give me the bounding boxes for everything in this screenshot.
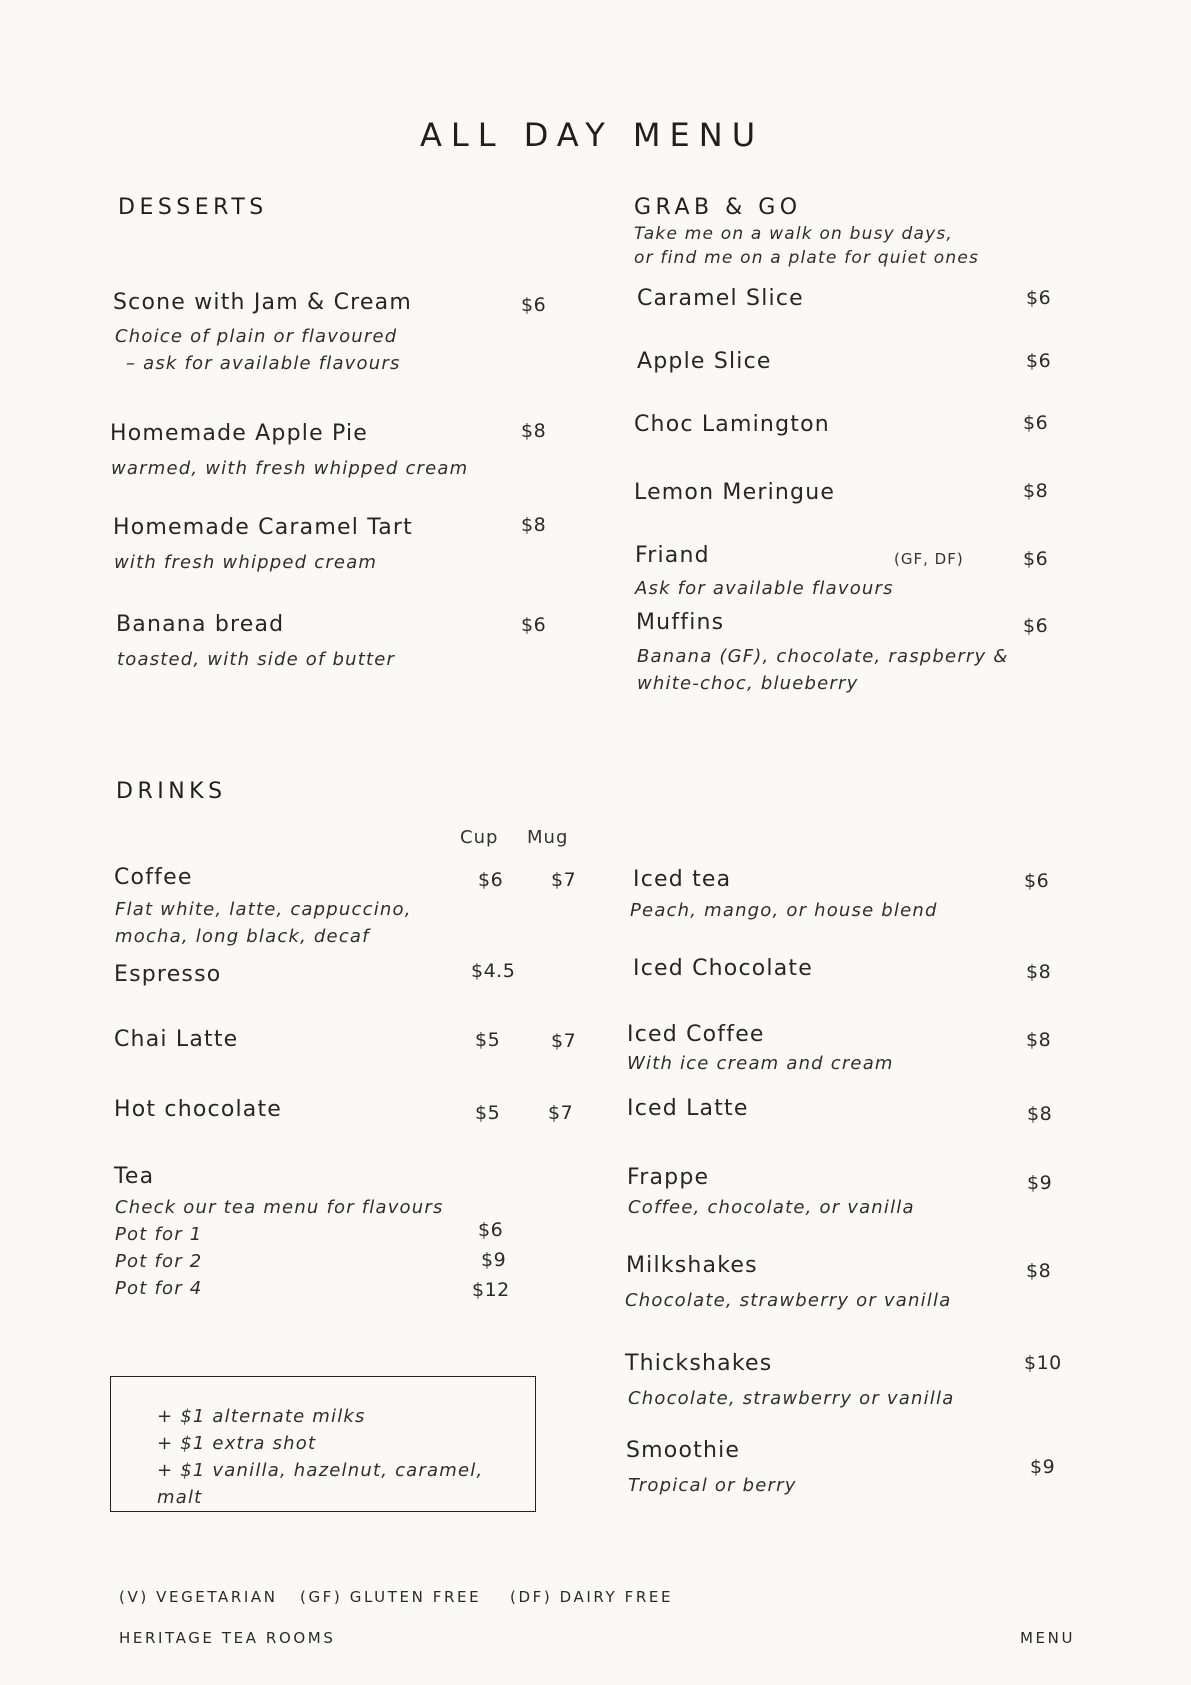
mug-price: $7 bbox=[551, 1030, 577, 1052]
item-name: Chai Latte bbox=[114, 1027, 239, 1052]
item-description: toasted, with side of butter bbox=[117, 649, 396, 670]
item-description: Tropical or berry bbox=[628, 1475, 797, 1496]
item-name: Scone with Jam & Cream bbox=[113, 290, 412, 315]
item-description: Chocolate, strawberry or vanilla bbox=[628, 1388, 955, 1409]
item-description-2: – ask for available flavours bbox=[126, 353, 401, 374]
item-name: Iced Chocolate bbox=[633, 956, 813, 981]
item-price: $8 bbox=[521, 420, 547, 442]
item-description: Flat white, latte, cappuccino, bbox=[115, 899, 412, 920]
pot-size-label: Pot for 2 bbox=[115, 1251, 203, 1272]
item-price: $9 bbox=[1030, 1456, 1056, 1478]
item-name: Homemade Apple Pie bbox=[110, 421, 369, 446]
cup-price: $4.5 bbox=[471, 960, 516, 982]
item-description: Chocolate, strawberry or vanilla bbox=[625, 1290, 952, 1311]
legend-vegetarian: (V) VEGETARIAN bbox=[119, 1588, 278, 1606]
item-price: $6 bbox=[1026, 287, 1052, 309]
dietary-tag: (GF, DF) bbox=[894, 550, 964, 568]
mug-price: $7 bbox=[551, 869, 577, 891]
column-header-mug: Mug bbox=[527, 827, 569, 848]
legend-dairy-free: (DF) DAIRY FREE bbox=[510, 1588, 674, 1606]
item-price: $6 bbox=[1023, 548, 1049, 570]
item-name: Homemade Caramel Tart bbox=[113, 515, 413, 540]
item-name: Apple Slice bbox=[637, 349, 772, 374]
item-name: Coffee bbox=[114, 865, 193, 890]
item-description: warmed, with fresh whipped cream bbox=[111, 458, 469, 479]
section-heading-desserts: DESSERTS bbox=[118, 195, 268, 220]
legend-gluten-free: (GF) GLUTEN FREE bbox=[300, 1588, 482, 1606]
item-name: Hot chocolate bbox=[114, 1097, 283, 1122]
pot-price: $9 bbox=[481, 1249, 507, 1271]
item-name: Smoothie bbox=[626, 1438, 741, 1463]
item-name: Caramel Slice bbox=[637, 286, 804, 311]
cup-price: $5 bbox=[475, 1029, 501, 1051]
item-price: $8 bbox=[521, 514, 547, 536]
item-description: Ask for available flavours bbox=[635, 578, 894, 599]
addon-item: + $1 alternate milks bbox=[157, 1406, 366, 1427]
item-description: Peach, mango, or house blend bbox=[630, 900, 938, 921]
item-price: $8 bbox=[1023, 480, 1049, 502]
brand-name: HERITAGE TEA ROOMS bbox=[119, 1629, 336, 1647]
item-name: Banana bread bbox=[116, 612, 285, 637]
item-description-2: white-choc, blueberry bbox=[637, 673, 859, 694]
cup-price: $5 bbox=[475, 1102, 501, 1124]
pot-size-label: Pot for 4 bbox=[115, 1278, 203, 1299]
addon-item: + $1 extra shot bbox=[157, 1433, 317, 1454]
item-price: $8 bbox=[1026, 1029, 1052, 1051]
item-name: Choc Lamington bbox=[634, 412, 830, 437]
item-price: $9 bbox=[1027, 1172, 1053, 1194]
item-name: Iced Latte bbox=[627, 1096, 749, 1121]
cup-price: $6 bbox=[478, 869, 504, 891]
page-title: ALL DAY MENU bbox=[420, 116, 765, 154]
item-price: $8 bbox=[1027, 1103, 1053, 1125]
pot-size-label: Pot for 1 bbox=[115, 1224, 203, 1245]
item-price: $6 bbox=[1026, 350, 1052, 372]
item-name: Muffins bbox=[636, 610, 725, 635]
item-name: Thickshakes bbox=[625, 1351, 773, 1376]
item-price: $10 bbox=[1024, 1352, 1062, 1374]
item-description-2: mocha, long black, decaf bbox=[115, 926, 370, 947]
item-price: $6 bbox=[1023, 412, 1049, 434]
addons-box bbox=[110, 1376, 536, 1512]
addon-item: + $1 vanilla, hazelnut, caramel, malt bbox=[157, 1460, 484, 1508]
mug-price: $7 bbox=[548, 1102, 574, 1124]
pot-price: $6 bbox=[478, 1219, 504, 1241]
section-heading-drinks: DRINKS bbox=[116, 779, 227, 804]
item-description: With ice cream and cream bbox=[627, 1053, 894, 1074]
item-description: Coffee, chocolate, or vanilla bbox=[628, 1197, 915, 1218]
item-price: $6 bbox=[521, 614, 547, 636]
item-price: $8 bbox=[1026, 961, 1052, 983]
item-price: $6 bbox=[1023, 615, 1049, 637]
section-subtitle-2: or find me on a plate for quiet ones bbox=[634, 248, 980, 268]
section-subtitle: Take me on a walk on busy days, bbox=[634, 224, 954, 244]
item-name: Tea bbox=[114, 1164, 155, 1189]
item-name: Iced Coffee bbox=[627, 1022, 765, 1047]
item-price: $6 bbox=[1024, 870, 1050, 892]
page-label: MENU bbox=[1020, 1629, 1076, 1647]
item-description: with fresh whipped cream bbox=[114, 552, 378, 573]
item-price: $6 bbox=[521, 294, 547, 316]
column-header-cup: Cup bbox=[460, 827, 499, 848]
item-name: Lemon Meringue bbox=[634, 480, 836, 505]
section-heading-grab-and-go: GRAB & GO bbox=[634, 195, 802, 220]
item-name: Milkshakes bbox=[626, 1253, 758, 1278]
item-name: Espresso bbox=[114, 962, 222, 987]
item-description: Check our tea menu for flavours bbox=[115, 1197, 444, 1218]
item-description: Choice of plain or flavoured bbox=[115, 326, 398, 347]
item-name: Frappe bbox=[627, 1165, 710, 1190]
item-name: Iced tea bbox=[633, 867, 732, 892]
item-name: Friand bbox=[635, 543, 710, 568]
item-price: $8 bbox=[1026, 1260, 1052, 1282]
item-description: Banana (GF), chocolate, raspberry & bbox=[637, 646, 1009, 667]
pot-price: $12 bbox=[472, 1279, 510, 1301]
